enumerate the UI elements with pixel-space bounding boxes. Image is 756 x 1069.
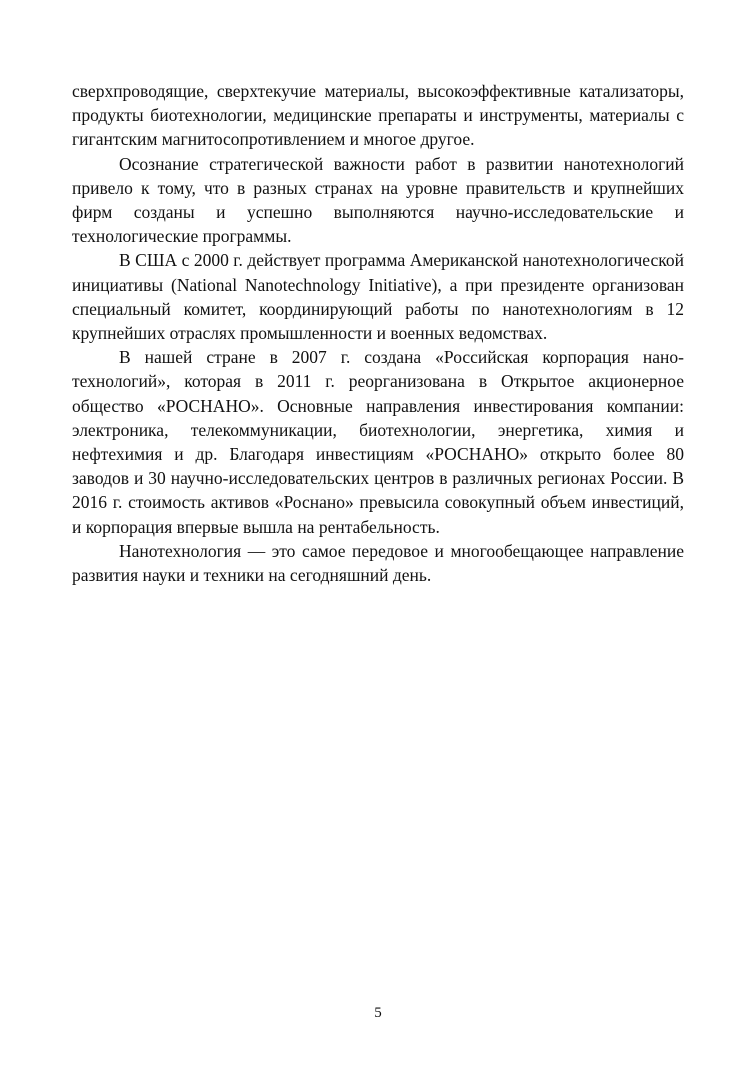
paragraph-usa-initiative: В США с 2000 г. действует программа Американской нанотехнологической инициативы (National Nanotechnology Initiative), а при президенте организован специальный комитет, координирующий работы по нанотехнологиям в 12 крупнейших отраслях промышленности и военных ведомствах.: [72, 250, 684, 344]
paragraph-continuation: сверхпроводящие, сверхтекучие материалы, высокоэффективные катализаторы, продукты биотехнологии, медицинские препараты и инструменты, материалы с гигантским магнитосопротивлением и многое другое.: [72, 81, 684, 150]
page-number: 5: [374, 1005, 382, 1021]
paragraph-strategic-importance: Осознание стратегической важности работ в развитии нанотехнологий привело к тому, что в разных странах на уровне правительств и крупнейших фирм созданы и успешно выполняются научно-исследовательские и технологические программы.: [72, 153, 684, 247]
paragraph-conclusion: Нанотехнология — это самое передовое и многообещающее направление развития науки и техники на сегодняшний день.: [72, 540, 684, 586]
paragraph-rusnano: В нашей стране в 2007 г. создана «Российская корпорация нанотехнологий», которая в 2011 г. реорганизована в Открытое акционерное общество «РОСНАНО». Основные направления инвестирования компании: электроника, телекоммуникации, биотехнологии, энергетика, химия и нефтехимия и др. Благодаря инвестициям «РОСНАНО» открыто более 80 заводов и 30 научно-исследовательских центров в различных регионах России. В 2016 г. стоимость активов «Роснано» превысила совокупный объем инвестиций, и корпорация впервые вышла на рентабельность.: [72, 347, 684, 537]
body-text: [72, 79, 684, 587]
